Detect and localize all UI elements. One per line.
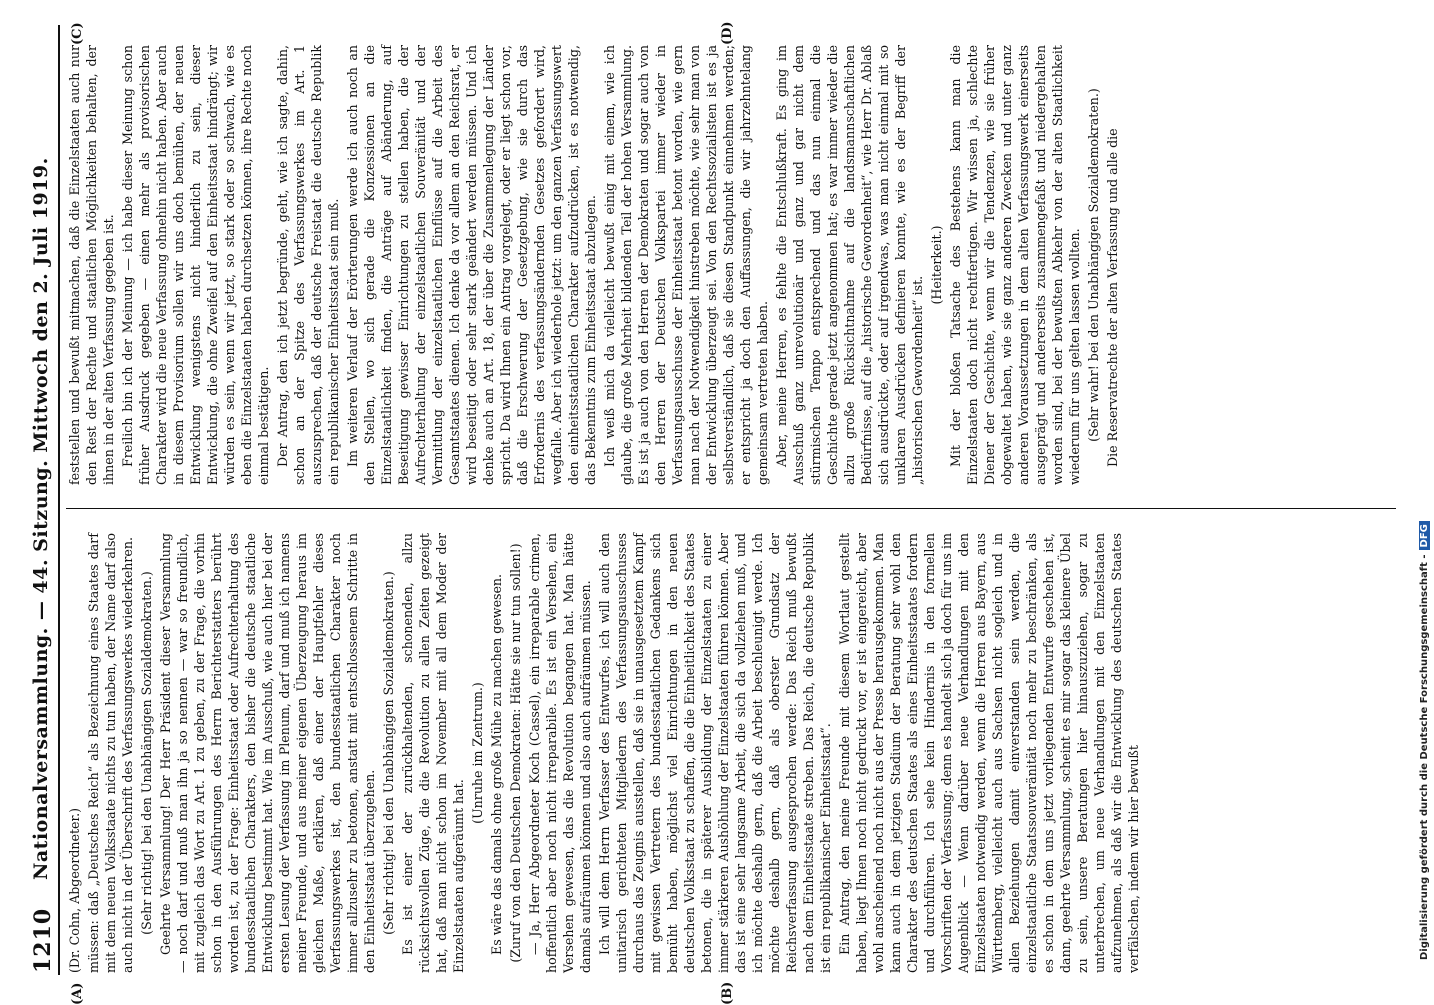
interjection: (Heiterkeit.) xyxy=(929,225,944,305)
paragraph: Geehrte Versammlung! Der Herr Präsident dieser Versammlung — noch darf und muß man ihn ja so nennen — war so freundlich, mit zugleich das Wort zu Art. 1 zu geben, zu der Frage, die vorhin schon in den Ausführungen des Herrn Berichterstatters berührt worden ist, zu der Frage: Einheitsstaat oder Aufrechterhaltung des bundesstaatlichen Charakters, den bisher die deutsche staatliche Entwicklung bestimmt hat. Wie im Ausschuß, wie auch hier bei der ersten Lesung der Verfassung im Plenum, darf und muß ich namens meiner Freunde, und aus meiner eigenen Überzeugung heraus im gleichen Maße, erklären, daß einer der Hauptfehler dieses Verfassungswerkes ist, den bundesstaatlichen Charakter noch immer allzusehr zu betonen, anstatt mit entschlossenem Schritte in den Einheitsstaat überzugehen. xyxy=(158,533,377,973)
document-page xyxy=(0,15,1400,1005)
header-rule xyxy=(58,25,60,975)
interjection: (Sehr richtig! bei den Unabhängigen Sozialdemokraten.) xyxy=(381,571,396,935)
margin-marker-b: (B) xyxy=(720,981,735,1005)
paragraph: — Ja, Herr Abgeordneter Koch (Cassel), ein irreparable crimen, hoffentlich aber noch nicht irreparabile. Es ist ein Versehen, ein Versehen gewesen, das die Revolution begangen hat. Man hätte damals aufräumen können und also auch aufräumen müssen. xyxy=(527,533,593,973)
interjection: (Sehr richtig! bei den Unabhängigen Sozialdemokraten.) xyxy=(139,571,154,935)
interjection: (Zuruf von den Deutschen Demokraten: Hätte sie nur tun sollen!) xyxy=(508,543,523,963)
column-divider xyxy=(66,508,1396,509)
paragraph: Es wäre das damals ohne große Mühe zu machen gewesen. xyxy=(489,573,504,955)
right-column xyxy=(66,45,1123,485)
interjection: (Unruhe im Zentrum.) xyxy=(470,682,485,824)
dfg-logo: DFG xyxy=(1419,521,1430,550)
interjection: (Sehr wahr! bei den Unabhängigen Sozialdemokraten.) xyxy=(1086,88,1101,442)
paragraph: Ein Antrag, den meine Freunde mit diesem Wortlaut gestellt haben, liegt Ihnen noch nicht gedruckt vor, er ist eingereicht, aber wohl anscheinend noch nicht aus der Presse herausgekommen. Man kann auch in dem jetzigen Stadium der Beratung sehr wohl den Charakter des deutschen Staates als eines Einheitsstaates fordern und durchführen. Ich sehe kein Hindernis in den formellen Vorschriften der Verfassung; denn es handelt sich ja doch für uns im Augenblick — Wenn darüber neue Verhandlungen mit den Einzelstaaten notwendig werden, wenn die Herren aus Bayern, aus Württemberg, vielleicht auch aus Sachsen nicht sogleich und in allen Beziehungen damit einverstanden sein werden, die einzelstaatliche Staatssouveränität noch mehr zu beschränken, als es schon in dem uns jetzt vorliegenden Entwurfe geschehen ist, dann, geehrte Versammlung, scheint es mir sogar das kleinere Übel zu sein, unsere Beratungen hier hinauszuziehen, sogar zu unterbrechen, um neue Verhandlungen mit den Einzelstaaten aufzunehmen, als daß wir die Entwicklung des deutschen Staates verfälschen, indem wir hier bewußt xyxy=(837,533,1141,973)
paragraph: müssen: daß „Deutsches Reich“ als Bezeichnung eines Staates darf mit dem neuen Volksstaate nichts zu tun haben, der Name darf also auch nicht in der Überschrift des Verfassungswerkes wiederkehren. xyxy=(86,533,135,973)
paragraph: Es ist einer der zurückhaltenden, schonenden, allzu rücksichtsvollen Züge, die die Revolution zu allen Zeiten gezeigt hat, daß man nicht schon im November mit all dem Moder der Einzelstaaten aufgeräumt hat. xyxy=(400,533,466,973)
margin-marker-c: (C) xyxy=(70,22,85,45)
margin-marker-a: (A) xyxy=(70,982,85,1005)
page-number: 1210 xyxy=(30,907,56,973)
page-header xyxy=(0,15,60,985)
running-head: Nationalversammlung. — 44. Sitzung. Mittwoch den 2. Juli 1919. xyxy=(30,157,52,880)
paragraph: Aber, meine Herren, es fehlte die Entschlußkraft. Es ging im Ausschuß ganz unrevolutionär und ganz und gar nicht dem stürmischen Tempo entsprechend und das nun einmal die Geschichte gerade jetzt angenommen hat; es war immer wieder die allzu große Rücksichtnahme auf die landsmannschaftlichen Bedürfnisse, auf die „historische Gewordenheit“, wie Herr Dr. Ablaß sich ausdrückte, oder auf irgendwas, was man nicht einmal mit so unklaren Ausdrücken definieren konnte, wie es der Begriff der „historischen Gewordenheit“ ist. xyxy=(774,45,925,485)
paragraph: feststellen und bewußt mitmachen, daß die Einzelstaaten auch nur den Rest der Rechte und staatlichen Möglichkeiten behalten, der ihnen in der alten Verfassung gegeben ist. xyxy=(67,45,116,485)
paragraph: Ich weiß mich da vielleicht bewußt einig mit einem, wie ich glaube, die große Mehrheit bildenden Teil der hohen Versammlung. Es ist ja auch von den Herren der Demokraten und sogar auch von den Herren der Deutschen Volkspartei immer wieder in Verfassungsausschusse der Einheitsstaat betont worden, wie gern man nach der Notwendigkeit hinstreben möchte, wie sehr man von der Entwicklung überzeugt sei. Von den Rechtssozialisten ist es ja selbstverständlich, daß sie diesen Standpunkt einnehmen werden; er entspricht ja doch den Auffassungen, die wir jahrzehntelang gemeinsam vertreten haben. xyxy=(602,45,770,485)
paragraph: Im weiteren Verlauf der Erörterungen werde ich auch noch an den Stellen, wo sich gerade die Konzessionen an die Einzelstaatlichkeit finden, die Anträge auf Abänderung, auf Beseitigung gewisser Einrichtungen zu stellen haben, die der Aufrechterhaltung der einzelstaatlichen Souveränität und der Vermittlung der einzelstaatlichen Einflüsse auf die Arbeit des Gesamtstaates dienen. Ich denke da vor allem an den Reichsrat, er wird beseitigt oder sehr stark geändert werden müssen. Und ich denke auch an Art. 18, der über die Zusammenlegung der Länder spricht. Da wird Ihnen ein Antrag vorgelegt, oder er liegt schon vor, daß die Erschwerung der Gesetzgebung, wie sie durch das Erfordernis des verfassungsändernden Gesetzes gefordert wird, wegfalle. Aber ich wiederhole jetzt: um den ganzen Verfassungswert den einheitsstaatlichen Charakter aufzudrücken, ist es notwendig, das Bekenntnis zum Einheitsstaat abzulegen. xyxy=(345,45,598,485)
paragraph: Mit der bloßen Tatsache des Bestehens kann man die Einzelstaaten doch nicht rechtfertigen. Wir wissen ja, schlechte Diener der Geschichte, wenn wir die Tendenzen, wie sie früher obgewaltet haben, wie sie ganz anderen Zwecken und unter ganz anderen Voraussetzungen in dem alten Verfassungswerk einerseits ausgeprägt und andererseits zusammengefaßt und niedergehalten worden sind, bei der bewußten Abkehr von der alten Staatlichkeit wiederum für uns gelten lassen wollten. xyxy=(948,45,1082,485)
speaker-line: (Dr. Cohn, Abgeordneter.) xyxy=(67,807,82,973)
paragraph: Die Reservatrechte der alten Verfassung und alle die xyxy=(1105,128,1120,467)
margin-marker-d: (D) xyxy=(720,21,735,45)
paragraph: Der Antrag, den ich jetzt begründe, geht, wie ich sagte, dahin, schon an der Spitze des Verfassungswerkes im Art. 1 auszusprechen, daß der deutsche Freistaat die deutsche Republik ein republikanischer Einheitsstaat sein muß. xyxy=(275,45,341,485)
paragraph: Ich will dem Herrn Verfasser des Entwurfes, ich will auch den unitarisch gerichteten Mitgliedern des Verfassungsausschusses durchaus das Zeugnis ausstellen, daß sie in unausgesetztem Kampf mit gewissen Vertretern des bundesstaatlichen Gedankens sich bemüht haben, möglichst viel Einrichtungen in den neuen deutschen Volksstaat zu schaffen, die die Einheitlichkeit des Staates betonen, die in späterer Ausbildung der Einzelstaaten zu einer immer stärkeren Aushöhlung der Einzelstaaten führen können. Aber das ist eine sehr langsame Arbeit, die sich da vollziehen muß, und ich möchte deshalb gern, daß die Arbeit beschleunigt werde. Ich möchte deshalb gern, daß als oberster Grundsatz der Reichsverfassung ausgesprochen werde: Das Reich muß bewußt nach dem Einheitsstaate streben. Das Reich, die deutsche Republik ist ein republikanischer Einheitsstaat“. xyxy=(597,533,833,973)
credit-text: Digitalisierung gefördert durch die Deutsche Forschungsgemeinschaft - xyxy=(1419,554,1430,960)
left-column xyxy=(66,533,1144,973)
paragraph: Freilich bin ich der Meinung — ich habe dieser Meinung schon früher Ausdruck gegeben — einen mehr als provisorischen Charakter wird die neue Verfassung ohnehin nicht haben. Aber auch in diesem Provisorium sollen wir uns doch bemühen, der neuen Entwicklung wenigstens nicht hinderlich zu sein, dieser Entwicklung, die ohne Zweifel auf den Einheitsstaat hindrängt; wir würden es sein, wenn wir jetzt, so stark oder so schwach, wie es eben die Einzelstaaten haben durchsetzen können, ihre Rechte noch einmal bestätigen. xyxy=(120,45,271,485)
